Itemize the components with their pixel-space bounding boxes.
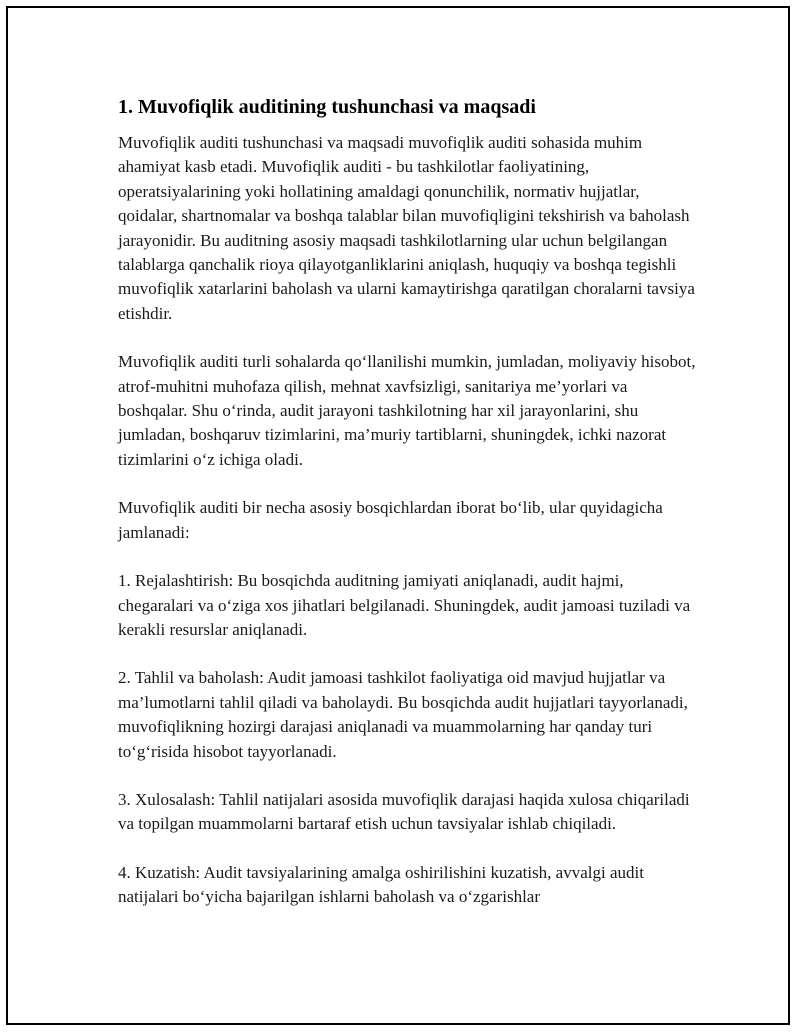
paragraph-stage-planning: 1. Rejalashtirish: Bu bosqichda auditning jamiyati aniqlanadi, audit hajmi, chegaralari va oʻziga xos jihatlari belgilanadi. Shuningdek, audit jamoasi tuziladi va kerakli resurslar aniqlanadi. xyxy=(118,571,691,639)
paragraph-stages-intro: Muvofiqlik auditi bir necha asosiy bosqichlardan iborat bo‘lib, ular quyidagicha jamlanadi: xyxy=(118,498,663,542)
document-body xyxy=(118,94,698,934)
paragraph-stage-monitoring: 4. Kuzatish: Audit tavsiyalarining amalga oshirilishini kuzatish, avvalgi audit natijalari bo‘yicha bajarilgan ishlarni baholash va o‘zgarishlar xyxy=(118,862,644,907)
paragraph-scope: Muvofiqlik auditi turli sohalarda qo‘llanilishi mumkin, jumladan, moliyaviy hisobot, atrof-muhitni muhofaza qilish, mehnat xavfsizligi, sanitariya me’yorlari va boshqalar. Shu o‘rinda, audit jarayoni tashkilotning har xil jarayonlarini, shu jumladan, boshqaruv tizimlarini, ma’muriy tartiblarni, shuningdek, ichki nazorat tizimlarini o‘z ichiga oladi. xyxy=(118,352,696,469)
paragraph-intro: Muvofiqlik auditi tushunchasi va maqsadi muvofiqlik auditi sohasida muhim ahamiyat kasb etadi. Muvofiqlik auditi - bu tashkilotlar faoliyatining, operatsiyalarining yoki hollatining amaldagi qonunchilik, normativ hujjatlar, qoidalar, shartnomalar va boshqa talablar bilan muvofiqligini tekshirish va baholash jarayonidir. Bu auditning asosiy maqsadi tashkilotlarning ular uchun belgilangan talablarga qanchalik rioya qilayotganliklarini aniqlash, huquqiy va boshqa tegishli muvofiqlik xatarlarini baholash va ularni kamaytirishga qaratilgan choralarni tavsiya etishdir. xyxy=(118,133,695,323)
paragraph-stage-conclusion: 3. Xulosalash: Tahlil natijalari asosida muvofiqlik darajasi haqida xulosa chiqariladi va topilgan muammolarni bartaraf etish uchun tavsiyalar ishlab chiqiladi. xyxy=(118,789,690,834)
paragraph-stage-analysis: 2. Tahlil va baholash: Audit jamoasi tashkilot faoliyatiga oid mavjud hujjatlar va ma’lumotlarni tahlil qiladi va baholaydi. Bu bosqichda audit hujjatlari tayyorlanadi, muvofiqlikning hozirgi darajasi aniqlanadi va muammolarning har qanday turi to‘g‘risida hisobot tayyorlanadi. xyxy=(118,668,688,761)
section-heading: 1. Muvofiqlik auditining tushunchasi va maqsadi xyxy=(118,96,536,118)
